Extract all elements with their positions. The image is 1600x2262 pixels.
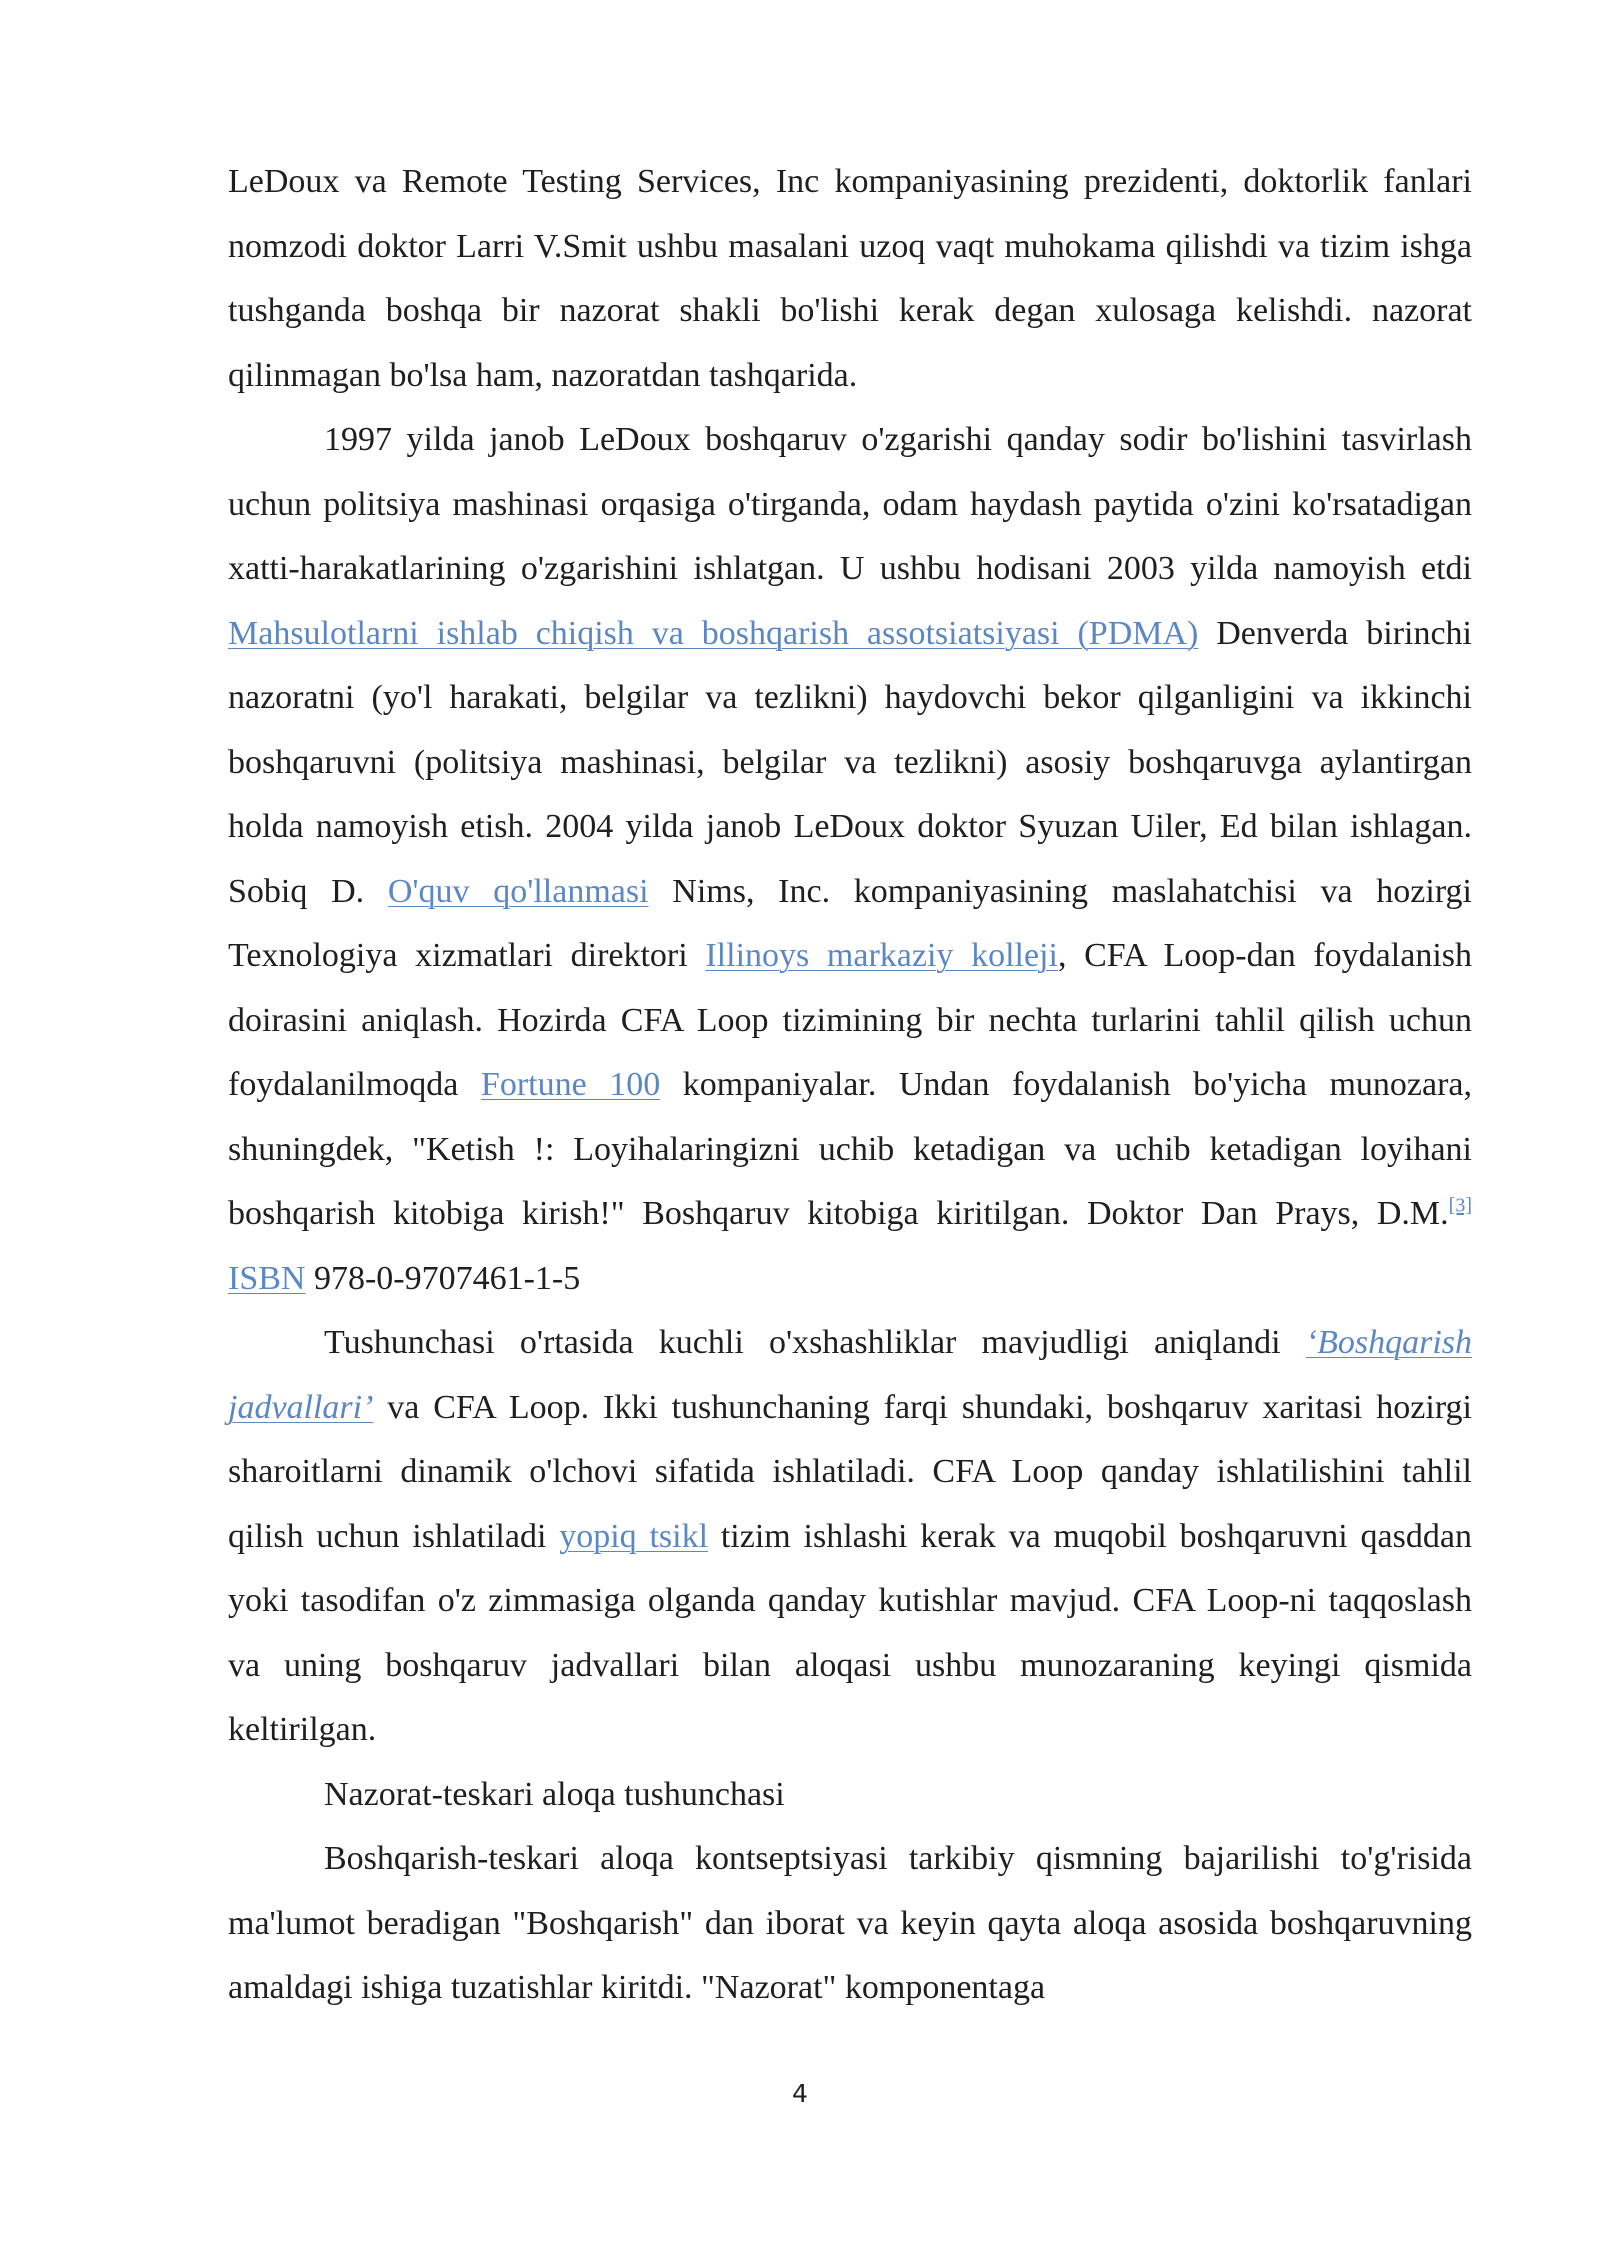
paragraph-3-text-2: va CFA Loop. Ikki tushunchaning farqi shundaki, boshqaruv xaritasi hozirgi sharoitlarni dinamik o'lchovi sifatida ishlatiladi. CFA Loop qanday ishlatilishini tahlil qilish uchun ishlatiladi [228,1388,1472,1555]
paragraph-5-text: Boshqarish-teskari aloqa kontseptsiyasi tarkibiy qismning bajarilishi to'g'risida ma'lumot beradigan "Boshqarish" dan iborat va keyin qayta aloqa asosida boshqaruvning amaldagi ishiga tuzatishlar kiritdi. "Nazorat" komponentaga [228,1840,1472,2006]
paragraph-1 [228,150,1472,408]
paragraph-5 [228,1827,1472,2021]
link-boshqarish-jadvallari[interactable]: ‘Boshqarish jadvallari’ [228,1324,1472,1426]
paragraph-2-text-1: 1997 yilda janob LeDoux boshqaruv o'zgarishi qanday sodir bo'lishini tasvirlash uchun politsiya mashinasi orqasiga o'tirganda, odam haydash paytida o'zini ko'rsatadigan xatti-harakatlarining o'zgarishini ishlatgan. U ushbu hodisani 2003 yilda namoyish etdi [228,421,1472,587]
paragraph-2-text-4: , CFA Loop-dan foydalanish doirasini aniqlash. Hozirda CFA Loop tizimining bir nechta turlarini tahlil qilish uchun foydalanilmoqda [228,937,1472,1103]
paragraph-2-text-3: Nims, Inc. kompaniyasining maslahatchisi va hozirgi Texnologiya xizmatlari direktori [228,872,1472,974]
paragraph-2-text-5: kompaniyalar. Undan foydalanish bo'yicha munozara, shuningdek, "Ketish !: Loyihalaringizni uchib ketadigan va uchib ketadigan loyihani boshqarish kitobiga kirish!" Boshqaruv kitobiga kiritilgan. Doktor Dan Prays, D.M. [228,1066,1473,1232]
paragraph-3-text-1: Tushunchasi o'rtasida kuchli o'xshashliklar mavjudligi aniqlandi [324,1324,1306,1361]
paragraph-1-text: LeDoux va Remote Testing Services, Inc kompaniyasining prezidenti, doktorlik fanlari nomzodi doktor Larri V.Smit ushbu masalani uzoq vaqt muhokama qilishdi va tizim ishga tushganda boshqa bir nazorat shakli bo'lishi kerak degan xulosaga kelishdi. nazorat qilinmagan bo'lsa ham, nazoratdan tashqarida. [228,163,1472,394]
paragraph-3 [228,1311,1472,1763]
paragraph-2 [228,408,1472,1311]
link-yopiq-tsikl[interactable]: yopiq tsikl [559,1517,709,1555]
link-isbn[interactable]: ISBN [228,1259,306,1297]
page-number: 4 [792,2079,808,2108]
section-heading-text: Nazorat-teskari aloqa tushunchasi [324,1775,785,1813]
link-pdma[interactable]: Mahsulotlarni ishlab chiqish va boshqarish assotsiatsiyasi (PDMA) [228,614,1199,652]
link-illinoys-markaziy-kolleji[interactable]: Illinoys markaziy kolleji [705,937,1058,974]
link-fortune-100[interactable]: Fortune 100 [480,1066,661,1103]
paragraph-3-text-3: tizim ishlashi kerak va muqobil boshqaruvni qasddan yoki tasodifan o'z zimmasiga olganda qanday kutishlar mavjud. CFA Loop-ni taqqoslash va uning boshqaruv jadvallari bilan aloqasi ushbu munozaraning keyingi qismida keltirilgan. [228,1517,1472,1748]
link-oquv-qollanmasi[interactable]: O'quv qo'llanmasi [387,872,649,910]
footnote-reference[interactable]: [3] [1448,1194,1472,1217]
paragraph-2-text-2: Denverda birinchi nazoratni (yo'l harakati, belgilar va tezlikni) haydovchi bekor qilganligini va ikkinchi boshqaruvni (politsiya mashinasi, belgilar va tezlikni) asosiy boshqaruvga aylantirgan holda namoyish etish. 2004 yilda janob LeDoux doktor Syuzan Uiler, Ed bilan ishlagan. Sobiq D. [228,614,1472,910]
paragraph-2-text-7: 978-0-9707461-1-5 [305,1259,581,1297]
document-body [228,150,1472,2021]
section-heading [228,1763,1472,1828]
